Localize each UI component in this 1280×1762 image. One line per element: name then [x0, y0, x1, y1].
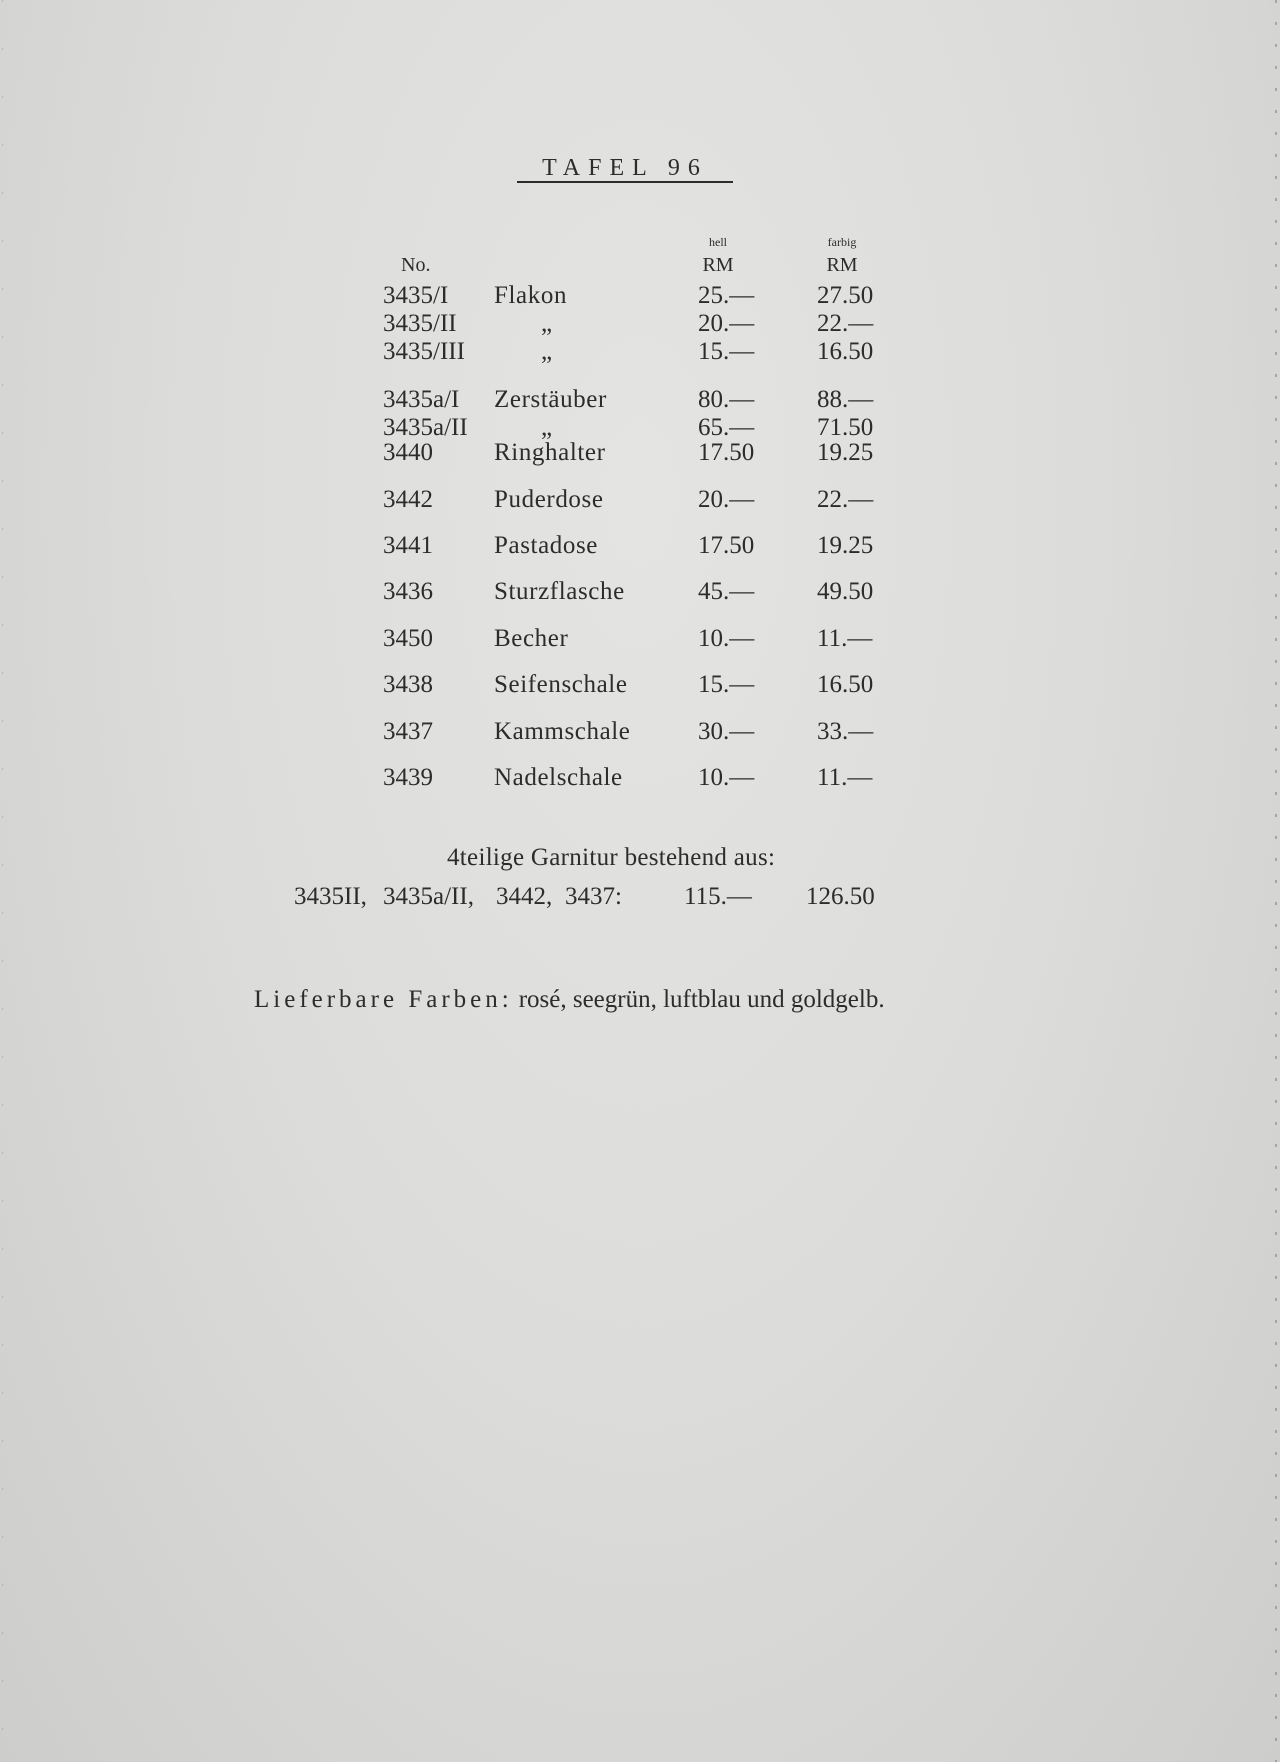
item-name: Sturzflasche [494, 578, 625, 605]
available-colors-line [254, 987, 885, 1012]
item-number: 3450 [383, 625, 433, 652]
item-number: 3435/II [383, 310, 457, 337]
set-item: 3437: [565, 883, 622, 910]
item-name: Puderdose [494, 486, 604, 513]
price-hell: 25.— [698, 282, 755, 309]
price-farbig: 22.— [817, 310, 874, 337]
price-hell: 15.— [698, 338, 755, 365]
price-farbig: 71.50 [817, 414, 874, 441]
price-farbig: 19.25 [817, 439, 874, 466]
set-heading: 4teilige Garnitur bestehend aus: [447, 844, 776, 871]
price-hell: 10.— [698, 764, 755, 791]
set-item: 3435II, [294, 883, 367, 910]
set-price-hell: 115.— [684, 883, 752, 910]
table-row [0, 415, 1280, 440]
price-hell: 20.— [698, 486, 755, 513]
header-hell: hell [709, 235, 727, 249]
price-hell: 65.— [698, 414, 755, 441]
item-number: 3441 [383, 532, 433, 559]
page-title: TAFEL 96 [542, 155, 708, 181]
item-name: Nadelschale [494, 764, 623, 791]
item-number: 3436 [383, 578, 433, 605]
set-price-farbig: 126.50 [806, 883, 875, 910]
price-hell: 80.— [698, 386, 755, 413]
price-farbig: 11.— [817, 625, 873, 652]
price-hell: 17.50 [698, 439, 755, 466]
price-farbig: 11.— [817, 764, 873, 791]
item-number: 3435/I [383, 282, 449, 309]
price-hell: 17.50 [698, 532, 755, 559]
set-line [0, 884, 1280, 909]
price-farbig: 16.50 [817, 338, 874, 365]
available-colors-label: Lieferbare Farben: [254, 986, 513, 1013]
ditto-mark: „ [541, 338, 553, 365]
price-hell: 45.— [698, 578, 755, 605]
page-edge-left [2, 0, 3, 1762]
header-no: No. [401, 254, 431, 276]
table-row [0, 487, 1280, 512]
item-name: Pastadose [494, 532, 598, 559]
page-edge-right [1275, 0, 1277, 1762]
table-row [0, 339, 1280, 364]
price-hell: 20.— [698, 310, 755, 337]
item-name: Ringhalter [494, 439, 606, 466]
table-row [0, 672, 1280, 697]
price-farbig: 88.— [817, 386, 874, 413]
table-row [0, 283, 1280, 308]
table-row [0, 765, 1280, 790]
price-hell: 10.— [698, 625, 755, 652]
item-name: Flakon [494, 282, 568, 309]
set-item: 3435a/II, [383, 883, 474, 910]
item-name: Zerstäuber [494, 386, 607, 413]
item-name: Kammschale [494, 718, 631, 745]
item-number: 3435a/II [383, 414, 468, 441]
table-row [0, 626, 1280, 651]
item-number: 3435/III [383, 338, 465, 365]
set-item: 3442, [496, 883, 553, 910]
ditto-mark: „ [541, 414, 553, 441]
price-farbig: 49.50 [817, 578, 874, 605]
table-row [0, 387, 1280, 412]
header-farbig: farbig [827, 235, 857, 249]
table-row [0, 533, 1280, 558]
item-number: 3437 [383, 718, 433, 745]
title-underline [517, 181, 733, 183]
price-hell: 30.— [698, 718, 755, 745]
price-farbig: 22.— [817, 486, 874, 513]
item-number: 3442 [383, 486, 433, 513]
item-number: 3439 [383, 764, 433, 791]
ditto-mark: „ [541, 310, 553, 337]
table-row [0, 440, 1280, 465]
item-number: 3440 [383, 439, 433, 466]
table-row [0, 579, 1280, 604]
table-row [0, 311, 1280, 336]
price-farbig: 16.50 [817, 671, 874, 698]
available-colors-text: rosé, seegrün, luftblau und goldgelb. [518, 986, 885, 1013]
price-farbig: 27.50 [817, 282, 874, 309]
item-number: 3438 [383, 671, 433, 698]
item-name: Becher [494, 625, 569, 652]
price-hell: 15.— [698, 671, 755, 698]
price-farbig: 19.25 [817, 532, 874, 559]
table-row [0, 719, 1280, 744]
item-number: 3435a/I [383, 386, 460, 413]
header-farbig-unit: RM [826, 254, 858, 276]
header-hell-unit: RM [702, 254, 734, 276]
item-name: Seifenschale [494, 671, 628, 698]
price-farbig: 33.— [817, 718, 874, 745]
